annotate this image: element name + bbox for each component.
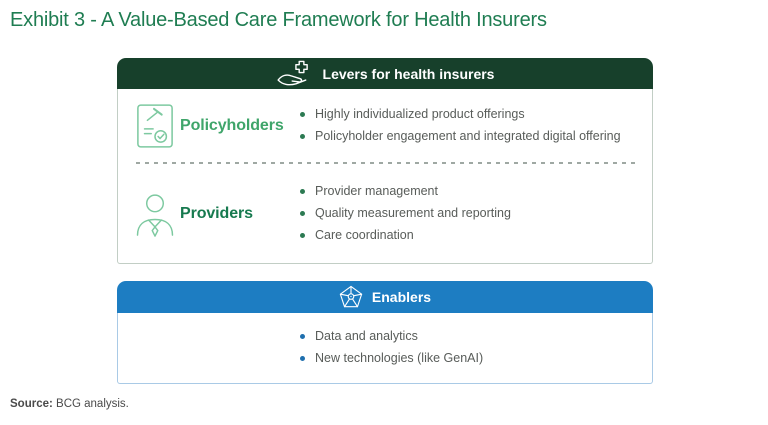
- exhibit-title: Exhibit 3 - A Value-Based Care Framework for Health Insurers: [10, 9, 547, 31]
- policyholders-row: [118, 89, 652, 162]
- bullet-dot: [300, 211, 305, 216]
- hand-medical-cross-icon: [276, 60, 314, 88]
- enablers-bullet-list: [300, 323, 483, 374]
- source-text: BCG analysis.: [52, 398, 129, 410]
- bullet-dot: [300, 233, 305, 238]
- enablers-card-body: [117, 313, 653, 384]
- levers-card-header: [117, 58, 653, 89]
- bullet-item: [300, 206, 652, 222]
- bullet-item: [300, 129, 652, 145]
- providers-bullet-list: [300, 178, 652, 251]
- bullet-text: Care coordination: [315, 228, 414, 243]
- bullet-text: Quality measurement and reporting: [315, 206, 511, 221]
- providers-row: [118, 164, 652, 264]
- enablers-card-header: [117, 281, 653, 313]
- bullet-dot: [300, 189, 305, 194]
- levers-card-header-label: Levers for health insurers: [322, 65, 495, 82]
- bullet-dot: [300, 356, 305, 361]
- bullet-text: Provider management: [315, 184, 438, 199]
- bullet-dot: [300, 134, 305, 139]
- bullet-item: [300, 329, 483, 345]
- bullet-item: [300, 351, 483, 367]
- provider-person-icon: [130, 190, 180, 238]
- policy-document-icon: [130, 103, 180, 149]
- levers-card: [117, 58, 653, 264]
- bullet-text: New technologies (like GenAI): [315, 351, 484, 366]
- bullet-text: Data and analytics: [315, 329, 418, 344]
- bullet-text: Policyholder engagement and integrated digital offering: [315, 128, 621, 143]
- bullet-item: [300, 228, 652, 244]
- source-note: [10, 398, 129, 410]
- pentagon-network-icon: [339, 285, 363, 309]
- enablers-card: [117, 281, 653, 384]
- levers-card-body: [117, 89, 653, 264]
- providers-label: Providers: [180, 205, 253, 222]
- bullet-item: [300, 184, 652, 200]
- bullet-dot: [300, 334, 305, 339]
- enablers-card-header-label: Enablers: [371, 289, 432, 305]
- source-label: Source:: [10, 398, 53, 410]
- bullet-text: Highly individualized product offerings: [315, 106, 525, 121]
- bullet-dot: [300, 112, 305, 117]
- policyholders-bullet-list: [300, 100, 652, 151]
- bullet-item: [300, 107, 652, 123]
- policyholders-label: Policyholders: [180, 116, 284, 134]
